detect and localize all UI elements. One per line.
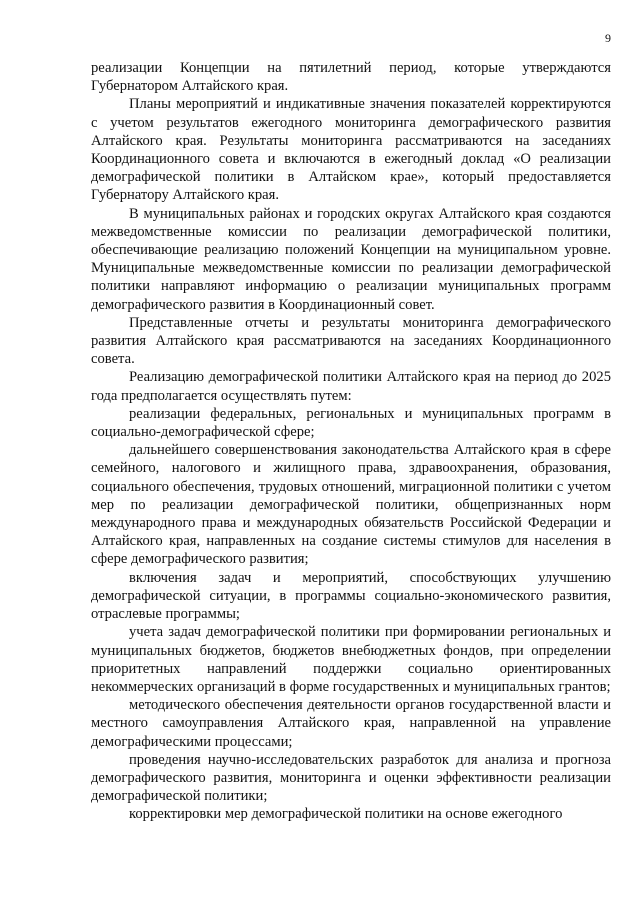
list-item: реализации федеральных, региональных и муниципальных программ в социально-демографической сфере; — [91, 405, 611, 441]
document-body — [91, 59, 611, 824]
list-item: корректировки мер демографической политики на основе ежегодного — [129, 806, 563, 823]
paragraph: реализации Концепции на пятилетний период, которые утверждаются Губернатором Алтайского края. — [91, 60, 611, 95]
list-item: проведения научно-исследовательских разработок для анализа и прогноза демографического развития, мониторинга и оценки эффективности реализации демографической политики; — [91, 751, 611, 805]
paragraph: Реализацию демографической политики Алтайского края на период до 2025 года предполагается осуществлять путем: — [91, 369, 611, 404]
list-item: методического обеспечения деятельности органов государственной власти и местного самоуправления Алтайского края, направленной на управление демографическими процессами; — [91, 697, 611, 750]
list-item: включения задач и мероприятий, способствующих улучшению демографической ситуации, в программы социально-экономического развития, отраслевые программы; — [91, 569, 611, 623]
paragraph: Представленные отчеты и результаты мониторинга демографического развития Алтайского края рассматриваются на заседаниях Координационного совета. — [91, 314, 611, 368]
page-number: 9 — [605, 31, 611, 45]
paragraph: Планы мероприятий и индикативные значения показателей корректируются с учетом результатов ежегодного мониторинга демографического развития Алтайского края. Результаты мониторинга рассматриваются на заседаниях Координационного совета и включаются в ежегодный доклад «О реализации демографической политики в Алтайском крае», который предоставляется Губернатору Алтайского края. — [91, 96, 611, 204]
list-item: учета задач демографической политики при формировании региональных и муниципальных бюджетов, бюджетов внебюджетных фондов, при определении приоритетных направлений поддержки социально ориентированных некоммерческих организаций в форме государственных и муниципальных грантов; — [91, 624, 611, 695]
list-item: дальнейшего совершенствования законодательства Алтайского края в сфере семейного, налогового и жилищного права, здравоохранения, образования, социального обеспечения, трудовых отношений, миграционной политики с учетом мер по реализации демографической политики, общепризнанных норм международного права и международных обязательств Российской Федерации и Алтайского края, направленных на создание системы стимулов для населения в сфере демографического развития; — [91, 442, 611, 568]
paragraph: В муниципальных районах и городских округах Алтайского края создаются межведомственные комиссии по реализации демографической политики, обеспечивающие реализацию положений Концепции на муниципальном уровне. Муниципальные межведомственные комиссии по реализации демографической политики направляют информацию о реализации муниципальных программ демографического развития в Координационный совет. — [91, 205, 611, 313]
